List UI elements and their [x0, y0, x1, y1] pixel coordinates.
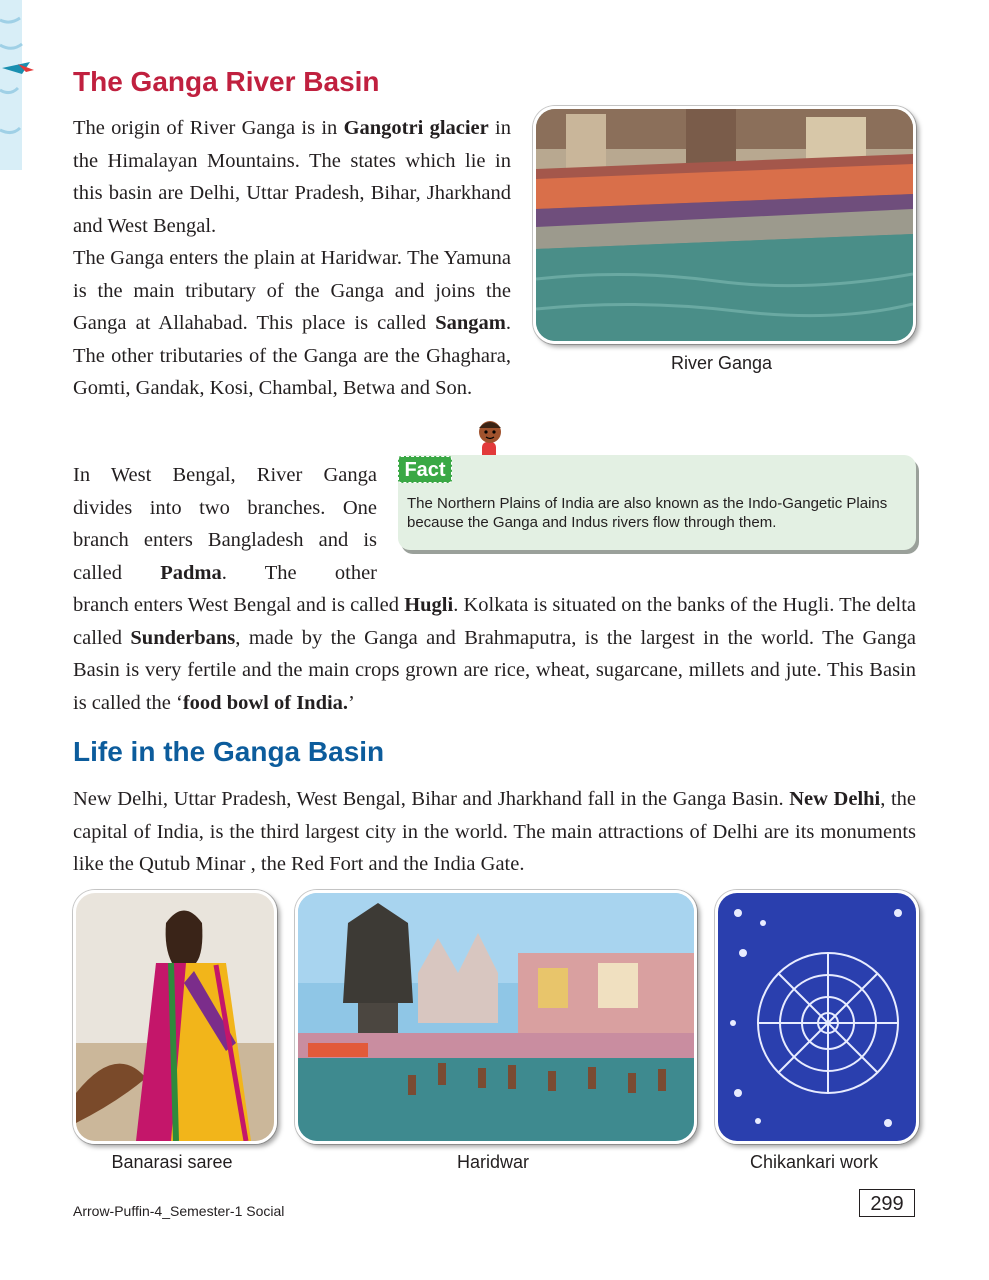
section-title-life-in-ganga-basin: Life in the Ganga Basin [73, 736, 385, 767]
text-run: branch enters West Bengal and is called [73, 594, 405, 616]
text-run: . The other tributaries of the Ganga are the Ghaghara, Gomti, Gandak, Kosi, Chambal, Betwa and Son. [73, 312, 511, 399]
text-run: in the Himalayan Mountains. The states which lie in this basin are Delhi, Uttar Pradesh, Bihar, Jharkhand and West Bengal. [73, 117, 511, 237]
caption-haridwar: Haridwar [456, 1152, 530, 1172]
bold-term: Gangotri glacier [343, 117, 489, 139]
text-run: , the capital of India, is the third largest city in the world. The main attractions of Delhi are its monuments like the Qutub Minar , the Red Fort and the India Gate. [73, 788, 917, 875]
bold-term: Sunderbans [130, 626, 236, 649]
chikankari-work-photo [715, 890, 919, 1144]
decorative-edge-art [0, 0, 38, 170]
text-run: , made by the Ganga and Brahmaputra, is the largest in the world. The Ganga Basin is very fertile and the main crops grown are rice, wheat, sugarcane, millets and jute. This Basin is called the ‘ [73, 626, 916, 714]
footer-book-title: Arrow-Puffin-4_Semester-1 Social [73, 1203, 285, 1219]
bold-term: New Delhi [789, 788, 881, 810]
text-run: ’ [348, 691, 355, 714]
fact-text: The Northern Plains of India are also known as the Indo-Gangetic Plains because the Ganga and Indus rivers flow through them. [407, 495, 888, 531]
text-run: The Ganga enters the plain at Haridwar. The Yamuna is the main tributary of the Ganga and joins the Ganga at Allahabad. This place is called [73, 247, 511, 334]
text-run: The origin of River Ganga is in [73, 117, 344, 139]
paragraph-haridwar [73, 242, 511, 405]
banarasi-saree-photo [73, 890, 277, 1144]
caption-chikankari-work: Chikankari work [749, 1152, 879, 1172]
bold-term: Sangam [435, 312, 506, 334]
paragraph-new-delhi [73, 783, 916, 881]
fact-label: Fact [398, 456, 452, 483]
text-run: In West Bengal, River Ganga divides into two branches. One branch enters Bangladesh and is called [73, 464, 377, 584]
text-run: New Delhi, Uttar Pradesh, West Bengal, Bihar and Jharkhand fall in the Ganga Basin. [73, 788, 790, 810]
section-title-ganga-river-basin: The Ganga River Basin [73, 66, 380, 97]
page-number: 299 [859, 1189, 915, 1217]
bold-term: Padma [160, 561, 222, 584]
text-run: . The other [221, 561, 377, 584]
caption-banarasi-saree: Banarasi saree [111, 1152, 233, 1172]
haridwar-photo [295, 890, 697, 1144]
caption-river-ganga: River Ganga [670, 353, 773, 373]
paragraph-west-bengal-start [73, 459, 377, 589]
paragraph-origin [73, 112, 511, 242]
bold-term: Hugli [404, 594, 454, 616]
bold-term: food bowl of India. [182, 691, 349, 714]
river-ganga-photo [533, 106, 916, 344]
text-run: . Kolkata is situated on the banks of the Hugli. The delta called [73, 594, 917, 649]
paragraph-west-bengal-rest [73, 589, 916, 719]
